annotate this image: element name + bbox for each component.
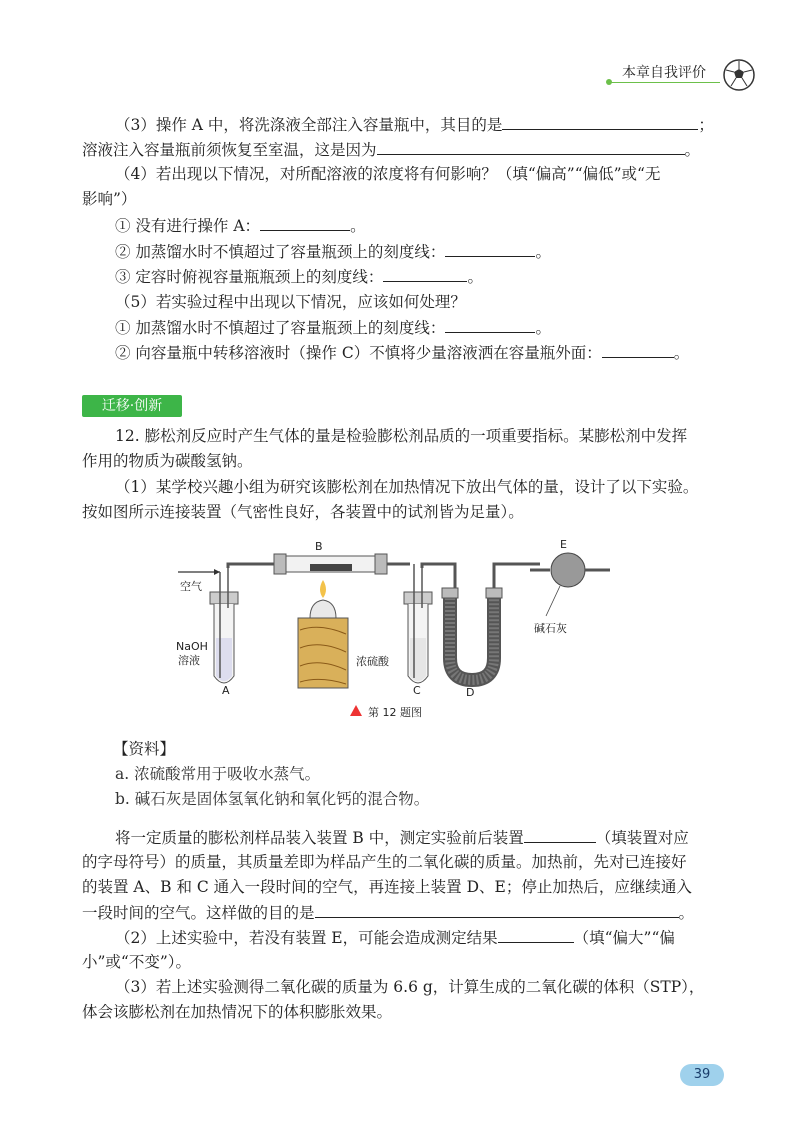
text-line: 将一定质量的膨松剂样品装入装置 B 中，测定实验前后装置 （填装置对应 [115,826,689,849]
label-e: E [560,538,567,551]
text-line: ② 向容量瓶中转移溶液时（操作 C）不慎将少量溶液洒在容量瓶外面： 。 [115,341,689,364]
text-line: ① 加蒸馏水时不慎超过了容量瓶颈上的刻度线： 。 [115,316,551,339]
drying-tube-e [530,553,610,587]
info-item-a: a. 浓硫酸常用于吸收水蒸气。 [115,765,321,783]
label-d: D [466,686,475,699]
text-line: ① 没有进行操作 A： 。 [115,214,366,237]
label-naoh: NaOH [176,640,208,653]
label-b: B [315,540,323,553]
text-line: 的装置 A、B 和 C 通入一段时间的空气，再连接上装置 D、E；停止加热后，应继续通入 [82,878,692,896]
text-line: 小”或“不变”）。 [82,953,192,971]
u-tube-d [442,588,502,680]
text-line: （2）上述实验中，若没有装置 E，可能会造成测定结果 （填“偏大”“偏 [115,926,675,949]
drying-bottle-c [404,564,432,683]
label-h2so4: 浓硫酸 [356,655,389,668]
label-naoh-solution: 溶液 [178,654,200,667]
caption-triangle-icon [350,705,362,716]
text-line: ③ 定容时俯视容量瓶瓶颈上的刻度线： 。 [115,265,483,288]
apparatus-diagram [170,538,620,723]
info-title: 【资料】 [113,740,176,758]
label-soda-lime: 碱石灰 [534,622,567,635]
text-line: （5）若实验过程中出现以下情况，应该如何处理？ [115,293,466,311]
washing-bottle-a [210,568,238,683]
text-line: （3）若上述实验测得二氧化碳的质量为 6.6 g，计算生成的二氧化碳的体积（STP）， [115,978,705,996]
text-line: 12. 膨松剂反应时产生气体的量是检验膨松剂品质的一项重要指标。某膨松剂中发挥 [115,427,688,445]
alcohol-lamp [310,580,336,618]
text-line: 按如图所示连接装置（气密性良好，各装置中的试剂皆为足量）。 [82,503,524,521]
text-line: 影响”） [82,190,137,208]
header-rule [610,82,720,83]
text-line: 的字母符号）的质量，其质量差即为样品产生的二氧化碳的质量。加热前，先对已连接好 [82,853,687,871]
section-tag: 迁移·创新 [82,395,182,417]
chapter-header-title: 本章自我评价 [622,65,706,81]
label-air: 空气 [180,580,202,593]
figure-caption: 第 12 题图 [368,706,422,719]
soccer-ball-icon [722,58,756,92]
text-line: 作用的物质为碳酸氢钠。 [82,452,253,470]
reaction-tube-b [274,554,387,574]
text-line: 一段时间的空气。这样做的目的是 。 [82,901,694,924]
text-line: ② 加蒸馏水时不慎超过了容量瓶颈上的刻度线： 。 [115,240,551,263]
label-a: A [222,684,230,697]
text-line: 体会该膨松剂在加热情况下的体积膨胀效果。 [82,1003,393,1021]
text-line: （4）若出现以下情况，对所配溶液的浓度将有何影响？（填“偏高”“偏低”或“无 [115,165,661,183]
text-line: （3）操作 A 中，将洗涤液全部注入容量瓶中，其目的是 ； [115,113,714,136]
text-line: 溶液注入容量瓶前须恢复至室温，这是因为 。 [82,138,700,161]
label-c: C [413,684,421,697]
page-number: 39 [680,1064,724,1086]
text-line: （1）某学校兴趣小组为研究该膨松剂在加热情况下放出气体的量，设计了以下实验。 [115,478,699,496]
info-item-b: b. 碱石灰是固体氢氧化钠和氧化钙的混合物。 [115,790,430,808]
